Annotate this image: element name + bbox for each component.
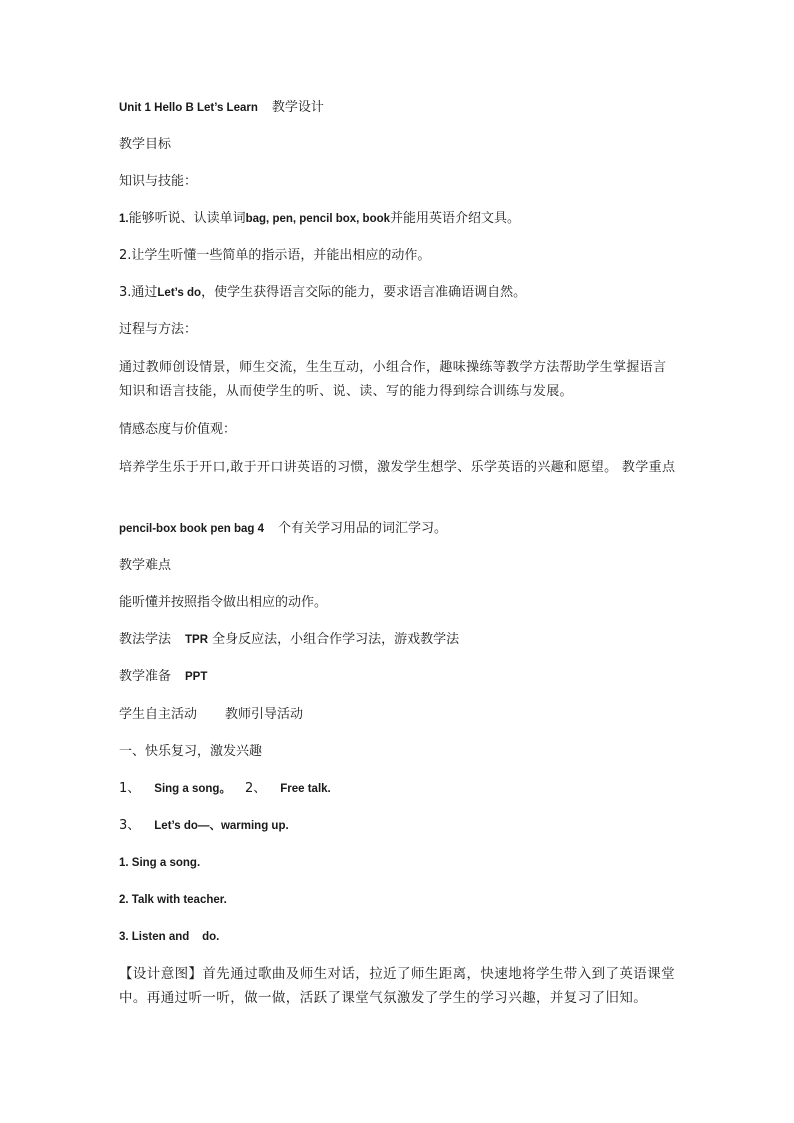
activity-columns: 学生自主活动 教师引导活动 xyxy=(119,707,304,722)
process-paragraph: 通过教师创设情景，师生交流，生生互动，小组合作，趣味操练等教学方法帮助学生掌握语言知识和语言技能，从而使学生的听、说、读、写的能力得到综合训练与发展。 xyxy=(119,360,667,399)
section-1-heading: 一、快乐复习，激发兴趣 xyxy=(119,744,263,759)
teaching-preparation: 教学准备 PPT xyxy=(119,669,208,684)
knowledge-item-2: 2.让学生听懂一些简单的指示语，并能出相应的动作。 xyxy=(119,248,431,263)
key-points: pencil-box book pen bag 4 个有关学习用品的词汇学习。 xyxy=(119,521,448,536)
teaching-methods: 教法学法 TPR 全身反应法，小组合作学习法，游戏教学法 xyxy=(119,632,460,647)
step-2: 2. Talk with teacher. xyxy=(119,894,227,906)
step-3: 3. Listen and do. xyxy=(119,931,220,943)
section-1-item-3: 3、 Let’s do—、warming up. xyxy=(119,818,289,833)
emotion-paragraph: 培养学生乐于开口,敢于开口讲英语的习惯，激发学生想学、乐学英语的兴趣和愿望。 教学重点 xyxy=(119,460,676,475)
difficulty-text: 能听懂并按照指令做出相应的动作。 xyxy=(119,595,328,610)
title-english: Unit 1 Hello B Let’s Learn xyxy=(119,102,258,114)
title-chinese: 教学设计 xyxy=(271,100,324,115)
knowledge-item-1: 1.能够听说、认读单词bag, pen, pencil box, book并能用英语介绍文具。 xyxy=(119,211,521,226)
design-intent-paragraph: 【设计意图】首先通过歌曲及师生对话，拉近了师生距离，快速地将学生带入到了英语课堂中。再通过听一听，做一做，活跃了课堂气氛激发了学生的学习兴趣，并复习了旧知。 xyxy=(119,966,676,1006)
objectives-heading: 教学目标 xyxy=(119,137,172,152)
knowledge-heading: 知识与技能： xyxy=(119,174,198,189)
difficulty-heading: 教学难点 xyxy=(119,558,172,573)
section-1-items-line: 1、 Sing a song。 2、 Free talk. xyxy=(119,781,331,796)
emotion-heading: 情感态度与价值观： xyxy=(119,422,237,437)
process-heading: 过程与方法： xyxy=(119,322,198,337)
document-title xyxy=(119,99,679,117)
knowledge-item-3: 3.通过Let’s do，使学生获得语言交际的能力，要求语言准确语调自然。 xyxy=(119,285,527,300)
step-1: 1. Sing a song. xyxy=(119,857,201,869)
